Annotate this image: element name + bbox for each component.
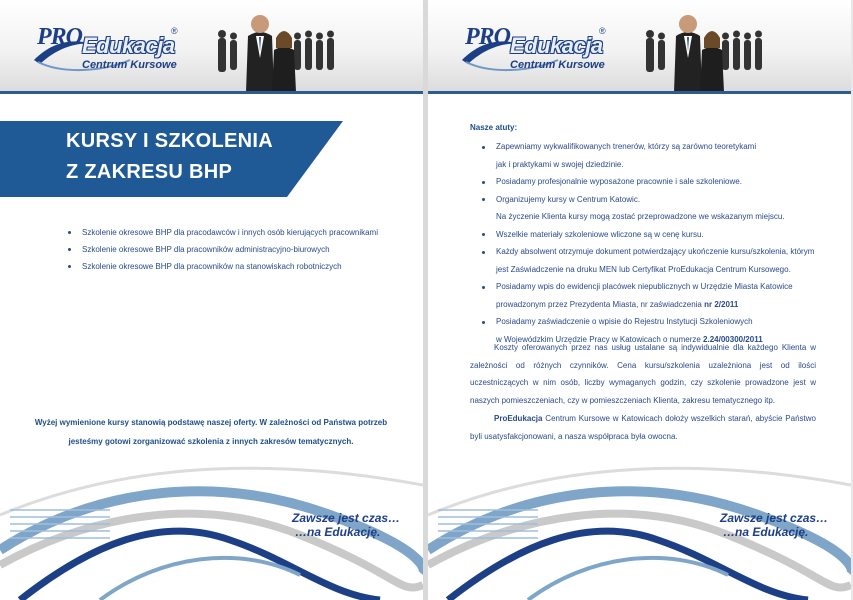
- closing-paragraph-text: Centrum Kursowe w Katowicach dołoży wszelkich starań, abyście Państwo byli usatysfakcjonowani, a nasza współpraca była owocna.: [470, 414, 816, 441]
- course-list: [68, 224, 408, 275]
- pricing-paragraph: Koszty oferowanych przez nas usług ustalane są indywidualnie dla każdego Klienta w zależności od różnych czynników. Cena kursu/szkolenia uzależniona jest od ilości uczestniczących w nim osób, liczby wymaganych godzin, czy szkolenie prowadzone jest w naszych pomieszczeniach, czy w pomieszczeniach Klienta, zakresu tematycznego itp.: [470, 343, 816, 405]
- bullet-icon: [482, 321, 485, 324]
- page-header: [428, 0, 851, 92]
- advantage-text: Posiadamy zaświadczenie o wpisie do Rejestru Instytucji Szkoleniowych: [496, 317, 753, 326]
- advantage-item: [482, 191, 822, 226]
- brand-name-bold: ProEdukacja: [494, 414, 543, 423]
- slogan-line-1: Zawsze jest czas…: [292, 511, 401, 525]
- header-rule: [0, 91, 423, 94]
- advantage-text: Posiadamy wpis do ewidencji placówek niepublicznych w Urzędzie Miasta Katowice: [496, 282, 793, 291]
- logo-edukacja-text: Edukacja: [82, 33, 175, 58]
- closing-paragraph: [470, 410, 816, 445]
- advantage-text: Posiadamy profesjonalnie wyposażone pracownie i sale szkoleniowe.: [496, 177, 742, 186]
- advantage-text-cont: jest Zaświadczenie na druku MEN lub Certyfikat ProEdukacja Centrum Kursowego.: [496, 264, 791, 274]
- logo-pro-text: PRO: [37, 24, 82, 50]
- bullet-icon: [68, 248, 71, 251]
- advantage-text: Organizujemy kursy w Centrum Katowic.: [496, 194, 641, 204]
- closing-line-1: Wyżej wymienione kursy stanowią podstawę naszej oferty. W zależności od Państwa potrzeb: [34, 418, 388, 427]
- logo-subtitle: Centrum Kursowe: [82, 59, 177, 71]
- logo-pro-text: PRO: [465, 24, 510, 50]
- advantage-text: Każdy absolwent otrzymuje dokument potwierdzający ukończenie kursu/szkolenia, którym: [496, 247, 815, 256]
- logo-edukacja-text: Edukacja: [510, 33, 603, 58]
- brochure-page-left: [0, 0, 423, 600]
- advantage-item: [482, 278, 822, 313]
- advantage-text-cont: prowadzonym przez Prezydenta Miasta, nr zaświadczenia: [496, 299, 705, 309]
- advantage-item: [482, 243, 822, 278]
- course-item: [68, 258, 408, 275]
- slogan-line-2: …na Edukację.: [295, 525, 381, 539]
- advantages-heading: Nasze atuty:: [470, 123, 518, 132]
- bullet-icon: [482, 251, 485, 254]
- business-people-photo: [638, 10, 773, 92]
- advantage-text: Wszelkie materiały szkoleniowe wliczone są w cenę kursu.: [496, 229, 704, 239]
- bullet-icon: [482, 198, 485, 201]
- bullet-icon: [68, 231, 71, 234]
- slogan: [720, 511, 828, 539]
- bullet-icon: [482, 286, 485, 289]
- page-header: [0, 0, 423, 92]
- page-title-line-1: KURSY I SZKOLENIA: [66, 130, 273, 152]
- slogan-line-1: Zawsze jest czas…: [720, 511, 829, 525]
- logo-subtitle: Centrum Kursowe: [510, 59, 605, 71]
- course-item: [68, 241, 408, 258]
- slogan-line-2: …na Edukację.: [723, 525, 809, 539]
- bullet-icon: [68, 265, 71, 268]
- business-people-photo: [210, 10, 345, 92]
- advantage-text-cont: Na życzenie Klienta kursy mogą zostać przeprowadzone we wskazanym miejscu.: [496, 212, 785, 221]
- closing-statement: [30, 413, 392, 451]
- course-item-text: Szkolenie okresowe BHP dla pracowników na stanowiskach robotniczych: [82, 262, 342, 271]
- advantage-item: [482, 226, 822, 244]
- brochure-page-right: [428, 0, 851, 600]
- advantage-text-cont: jak i praktykami w swojej dziedzinie.: [496, 159, 624, 169]
- advantage-item: [482, 173, 822, 191]
- registry-number: 2.24/00300/2011: [703, 334, 763, 344]
- closing-line-2: jesteśmy gotowi zorganizować szkolenia z innych zakresów tematycznych.: [68, 437, 354, 446]
- proedukacja-logo: [460, 22, 610, 78]
- course-item-text: Szkolenie okresowe BHP dla pracowników administracyjno-biurowych: [82, 245, 330, 254]
- bullet-icon: [482, 146, 485, 149]
- header-rule: [428, 91, 851, 94]
- certificate-number: nr 2/2011: [704, 299, 739, 309]
- page-title-line-2: Z ZAKRESU BHP: [66, 161, 233, 183]
- registered-mark: ®: [599, 26, 606, 36]
- slogan: [292, 511, 400, 539]
- registered-mark: ®: [171, 26, 178, 36]
- advantages-list: [482, 138, 822, 348]
- proedukacja-logo: [32, 22, 182, 78]
- course-item-text: Szkolenie okresowe BHP dla pracodawców i innych osób kierujących pracownikami: [82, 228, 378, 237]
- course-item: [68, 224, 408, 241]
- advantage-item: [482, 138, 822, 173]
- advantage-text: Zapewniamy wykwalifikowanych trenerów, którzy są zarówno teoretykami: [496, 142, 757, 151]
- advantage-text-cont: w Wojewódzkim Urzędzie Pracy w Katowicach o numerze: [496, 334, 704, 344]
- bullet-icon: [482, 181, 485, 184]
- bullet-icon: [482, 233, 485, 236]
